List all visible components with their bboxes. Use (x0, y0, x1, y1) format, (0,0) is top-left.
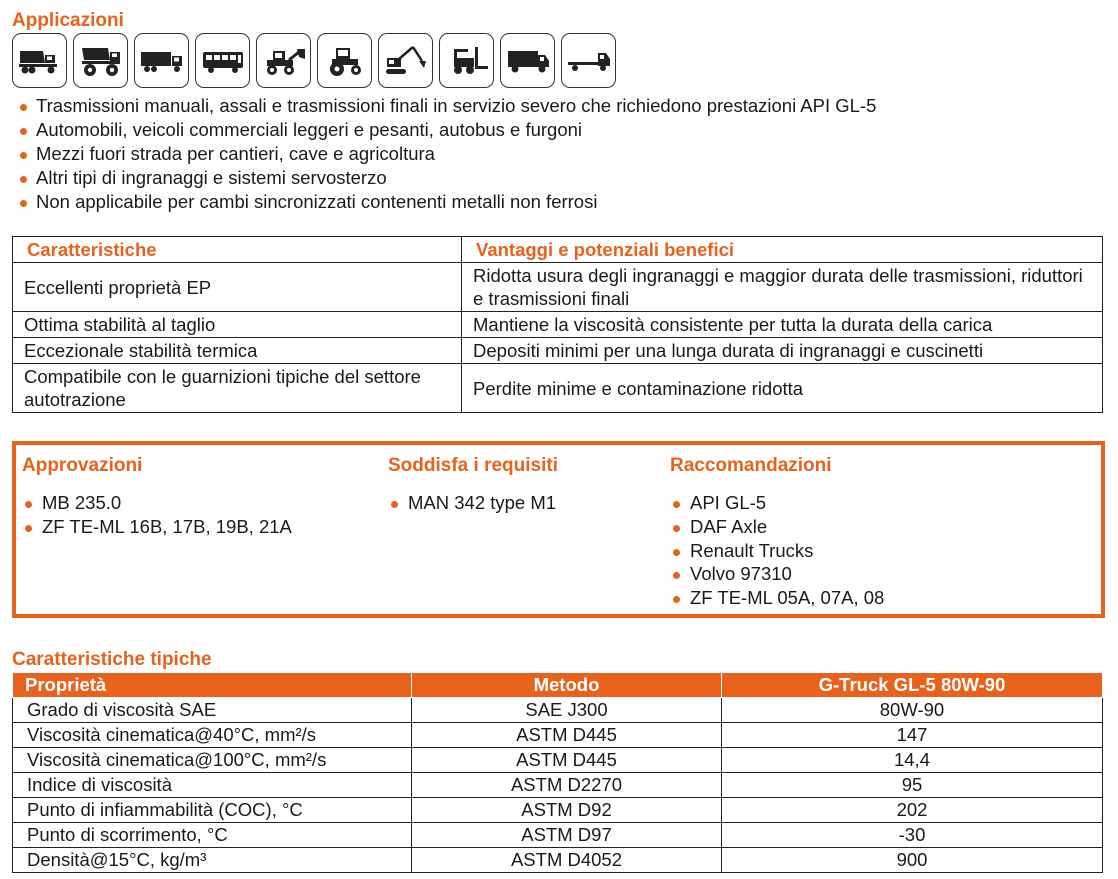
list-item: Non applicabile per cambi sincronizzati contenenti metalli non ferrosi (18, 190, 876, 214)
forklift-icon (439, 33, 494, 88)
table-cell: ASTM D445 (412, 723, 722, 748)
table-cell: Ridotta usura degli ingranaggi e maggior durata delle trasmissioni, riduttori e trasmissioni finali (462, 263, 1103, 312)
table-row (13, 773, 1103, 798)
column-header: Vantaggi e potenziali benefici (462, 237, 1103, 263)
table-cell: 95 (722, 773, 1103, 798)
semi-truck-icon (134, 33, 189, 88)
requirements-title: Soddisfa i requisiti (388, 455, 558, 476)
table-cell: Eccezionale stabilità termica (13, 338, 462, 364)
van-icon (500, 33, 555, 88)
table-header-row (13, 237, 1103, 263)
table-cell: Perdite minime e contaminazione ridotta (462, 364, 1103, 413)
dump-truck-icon (12, 33, 67, 88)
typical-properties-table (12, 672, 1103, 873)
list-item: Volvo 97310 (670, 562, 884, 586)
requirements-column (388, 455, 558, 515)
table-cell: ASTM D97 (412, 823, 722, 848)
list-item: MAN 342 type M1 (388, 491, 558, 515)
table-cell: Compatibile con le guarnizioni tipiche del settore autotrazione (13, 364, 462, 413)
list-item: ZF TE-ML 05A, 07A, 08 (670, 586, 884, 610)
table-cell: Punto di scorrimento, °C (13, 823, 412, 848)
table-cell: Grado di viscosità SAE (13, 698, 412, 723)
flatbed-truck-icon (561, 33, 616, 88)
application-icons-row (12, 33, 616, 88)
table-cell: 900 (722, 848, 1103, 873)
list-item: API GL-5 (670, 491, 884, 515)
table-row (13, 848, 1103, 873)
table-cell: Mantiene la viscosità consistente per tutta la durata della carica (462, 312, 1103, 338)
mining-truck-icon (73, 33, 128, 88)
table-row (13, 798, 1103, 823)
recommendations-column (670, 455, 884, 610)
excavator-icon (378, 33, 433, 88)
features-table (12, 236, 1103, 413)
table-cell: Depositi minimi per una lunga durata di ingranaggi e cuscinetti (462, 338, 1103, 364)
table-header-row (13, 673, 1103, 698)
table-row (13, 723, 1103, 748)
applications-list (18, 94, 876, 214)
tractor-icon (317, 33, 372, 88)
column-header: Proprietà (13, 673, 412, 698)
table-cell: Densità@15°C, kg/m³ (13, 848, 412, 873)
table-cell: 80W-90 (722, 698, 1103, 723)
table-row (13, 364, 1103, 413)
table-cell: SAE J300 (412, 698, 722, 723)
typical-properties-title: Caratteristiche tipiche (12, 649, 212, 670)
table-cell: 147 (722, 723, 1103, 748)
table-cell: 202 (722, 798, 1103, 823)
wheel-loader-icon (256, 33, 311, 88)
table-row (13, 263, 1103, 312)
table-cell: Eccellenti proprietà EP (13, 263, 462, 312)
table-cell: Ottima stabilità al taglio (13, 312, 462, 338)
list-item: Trasmissioni manuali, assali e trasmissioni finali in servizio severo che richiedono prestazioni API GL-5 (18, 94, 876, 118)
table-cell: Viscosità cinematica@100°C, mm²/s (13, 748, 412, 773)
approvals-box (12, 441, 1105, 618)
list-item: Automobili, veicoli commerciali leggeri e pesanti, autobus e furgoni (18, 118, 876, 142)
table-row (13, 338, 1103, 364)
list-item: Renault Trucks (670, 539, 884, 563)
approvals-title: Approvazioni (22, 455, 143, 476)
table-cell: ASTM D445 (412, 748, 722, 773)
list-item: Mezzi fuori strada per cantieri, cave e agricoltura (18, 142, 876, 166)
column-header: Metodo (412, 673, 722, 698)
table-cell: ASTM D2270 (412, 773, 722, 798)
column-header: G-Truck GL-5 80W-90 (722, 673, 1103, 698)
column-header: Caratteristiche (13, 237, 462, 263)
approvals-column (22, 455, 292, 539)
table-row (13, 823, 1103, 848)
table-cell: Indice di viscosità (13, 773, 412, 798)
table-cell: 14,4 (722, 748, 1103, 773)
list-item: MB 235.0 (22, 491, 292, 515)
table-cell: -30 (722, 823, 1103, 848)
table-row (13, 312, 1103, 338)
list-item: ZF TE-ML 16B, 17B, 19B, 21A (22, 515, 292, 539)
list-item: Altri tipi di ingranaggi e sistemi servosterzo (18, 166, 876, 190)
table-cell: ASTM D92 (412, 798, 722, 823)
applications-title: Applicazioni (12, 10, 124, 31)
bus-icon (195, 33, 250, 88)
table-row (13, 748, 1103, 773)
table-cell: Punto di infiammabilità (COC), °C (13, 798, 412, 823)
list-item: DAF Axle (670, 515, 884, 539)
table-cell: ASTM D4052 (412, 848, 722, 873)
table-cell: Viscosità cinematica@40°C, mm²/s (13, 723, 412, 748)
table-row (13, 698, 1103, 723)
recommendations-title: Raccomandazioni (670, 455, 832, 476)
